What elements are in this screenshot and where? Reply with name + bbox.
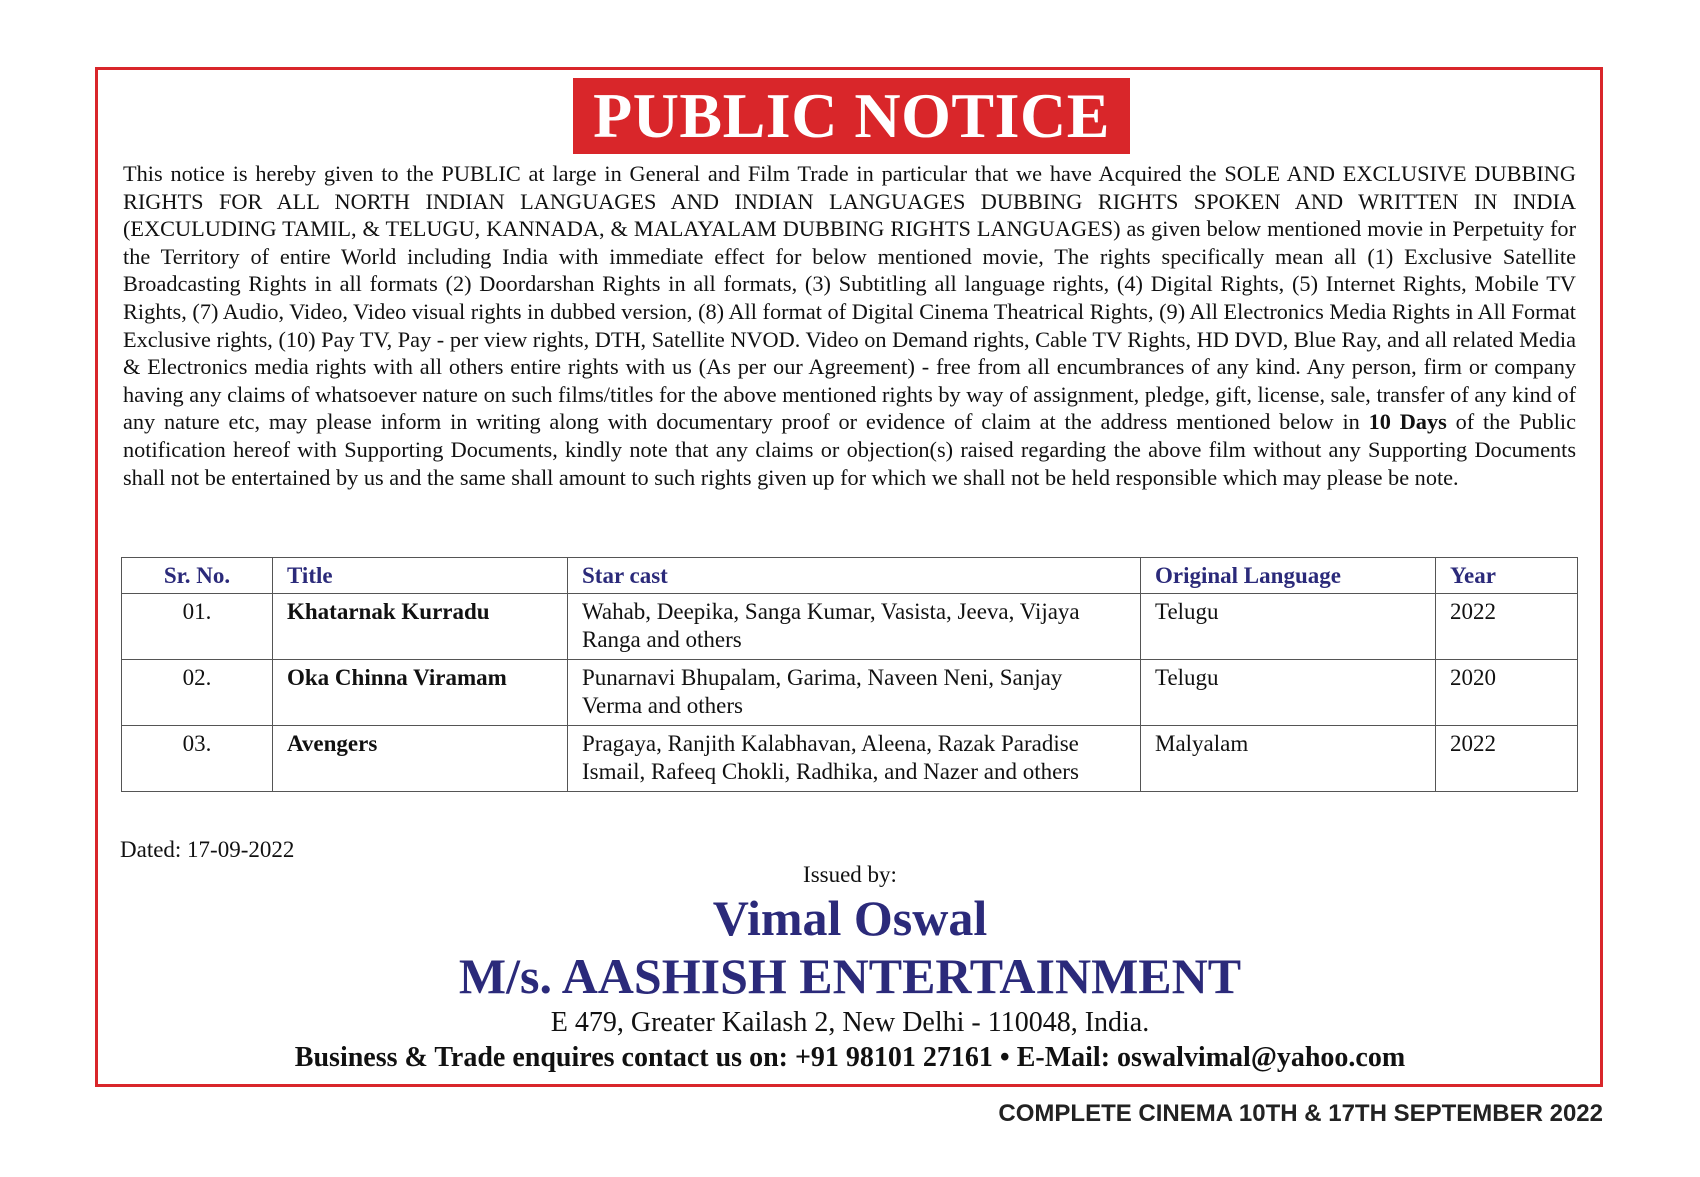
notice-body-part1: This notice is hereby given to the PUBLIC at large in General and Film Trade in particular that we have Acquired the SOLE AND EXCLUSIVE DUBBING RIGHTS FOR ALL NORTH INDIAN LANGUAGES AND INDIAN LANGUAGES DUBBING RIGHTS SPOKEN AND WRITTEN IN INDIA (EXCULUDING TAMIL, & TELUGU, KANNADA, & MALAYALAM DUBBING RIGHTS LANGUAGES) as given below mentioned movie in Perpetuity for the Territory of entire World including India with immediate effect for below mentioned movie, The rights specifically mean all (1) Exclusive Satellite Broadcasting Rights in all formats (2) Doordarshan Rights in all formats, (3) Subtitling all language rights, (4) Digital Rights, (5) Internet Rights, Mobile TV Rights, (7) Audio, Video, Video visual rights in dubbed version, (8) All format of Digital Cinema Theatrical Rights, (9) All Electronics Media Rights in All Format Exclusive rights, (10) Pay TV, Pay - per view rights, DTH, Satellite NVOD. Video on Demand rights, Cable TV Rights, HD DVD, Blue Ray, and all related Media & Electronics media rights with all others entire rights with us (As per our Agreement) - free from all encumbrances of any kind. Any person, firm or company having any claims of whatsoever nature on such films/titles for the above mentioned rights by way of assignment, pledge, gift, license, sale, transfer of any kind of any nature etc, may please inform in writing along with documentary proof or evidence of claim at the address mentioned below in <box>123 161 1576 435</box>
notice-title-text: PUBLIC NOTICE <box>593 80 1110 151</box>
row-language: Telugu <box>1141 660 1436 726</box>
table-row <box>122 660 1578 726</box>
row-sr-no: 01. <box>122 594 273 660</box>
company-address: E 479, Greater Kailash 2, New Delhi - 110048, India. <box>550 1007 1150 1038</box>
row-sr-no: 02. <box>122 660 273 726</box>
row-language: Telugu <box>1141 594 1436 660</box>
row-title: Oka Chinna Viramam <box>273 660 568 726</box>
row-year: 2022 <box>1436 726 1578 792</box>
notice-body-deadline: 10 Days <box>1368 409 1447 435</box>
table-row <box>122 726 1578 792</box>
header-title: Title <box>273 558 568 594</box>
notice-body <box>123 160 1576 491</box>
issuer-name: Vimal Oswal <box>712 890 988 946</box>
row-title: Khatarnak Kurradu <box>273 594 568 660</box>
header-year: Year <box>1436 558 1578 594</box>
table-header-row <box>122 558 1578 594</box>
row-title: Avengers <box>273 726 568 792</box>
row-star-cast: Punarnavi Bhupalam, Garima, Naveen Neni, Sanjay Verma and others <box>568 660 1141 726</box>
row-year: 2022 <box>1436 594 1578 660</box>
notice-date: Dated: 17-09-2022 <box>120 837 295 862</box>
row-sr-no: 03. <box>122 726 273 792</box>
notice-title <box>573 78 1130 154</box>
header-original-language: Original Language <box>1141 558 1436 594</box>
company-name: M/s. AASHISH ENTERTAINMENT <box>458 948 1242 1004</box>
table-row <box>122 594 1578 660</box>
issued-by-label: Issued by: <box>803 862 897 887</box>
row-star-cast: Pragaya, Ranjith Kalabhavan, Aleena, Razak Paradise Ismail, Rafeeq Chokli, Radhika, and Nazer and others <box>568 726 1141 792</box>
films-table <box>121 557 1578 792</box>
publication-footer: COMPLETE CINEMA 10TH & 17TH SEPTEMBER 2022 <box>998 1100 1603 1127</box>
header-star-cast: Star cast <box>568 558 1141 594</box>
row-star-cast: Wahab, Deepika, Sanga Kumar, Vasista, Jeeva, Vijaya Ranga and others <box>568 594 1141 660</box>
header-sr-no: Sr. No. <box>122 558 273 594</box>
row-year: 2020 <box>1436 660 1578 726</box>
notice-body-part2: of the Public notification hereof with Supporting Documents, kindly note that any claims or objection(s) raised regarding the above film without any Supporting Documents shall not be entertained by us and the same shall amount to such rights given up for which we shall not be held responsible which may please be note. <box>123 409 1576 490</box>
contact-line: Business & Trade enquires contact us on: +91 98101 27161 • E-Mail: oswalvimal@yahoo.com <box>294 1042 1406 1073</box>
row-language: Malyalam <box>1141 726 1436 792</box>
